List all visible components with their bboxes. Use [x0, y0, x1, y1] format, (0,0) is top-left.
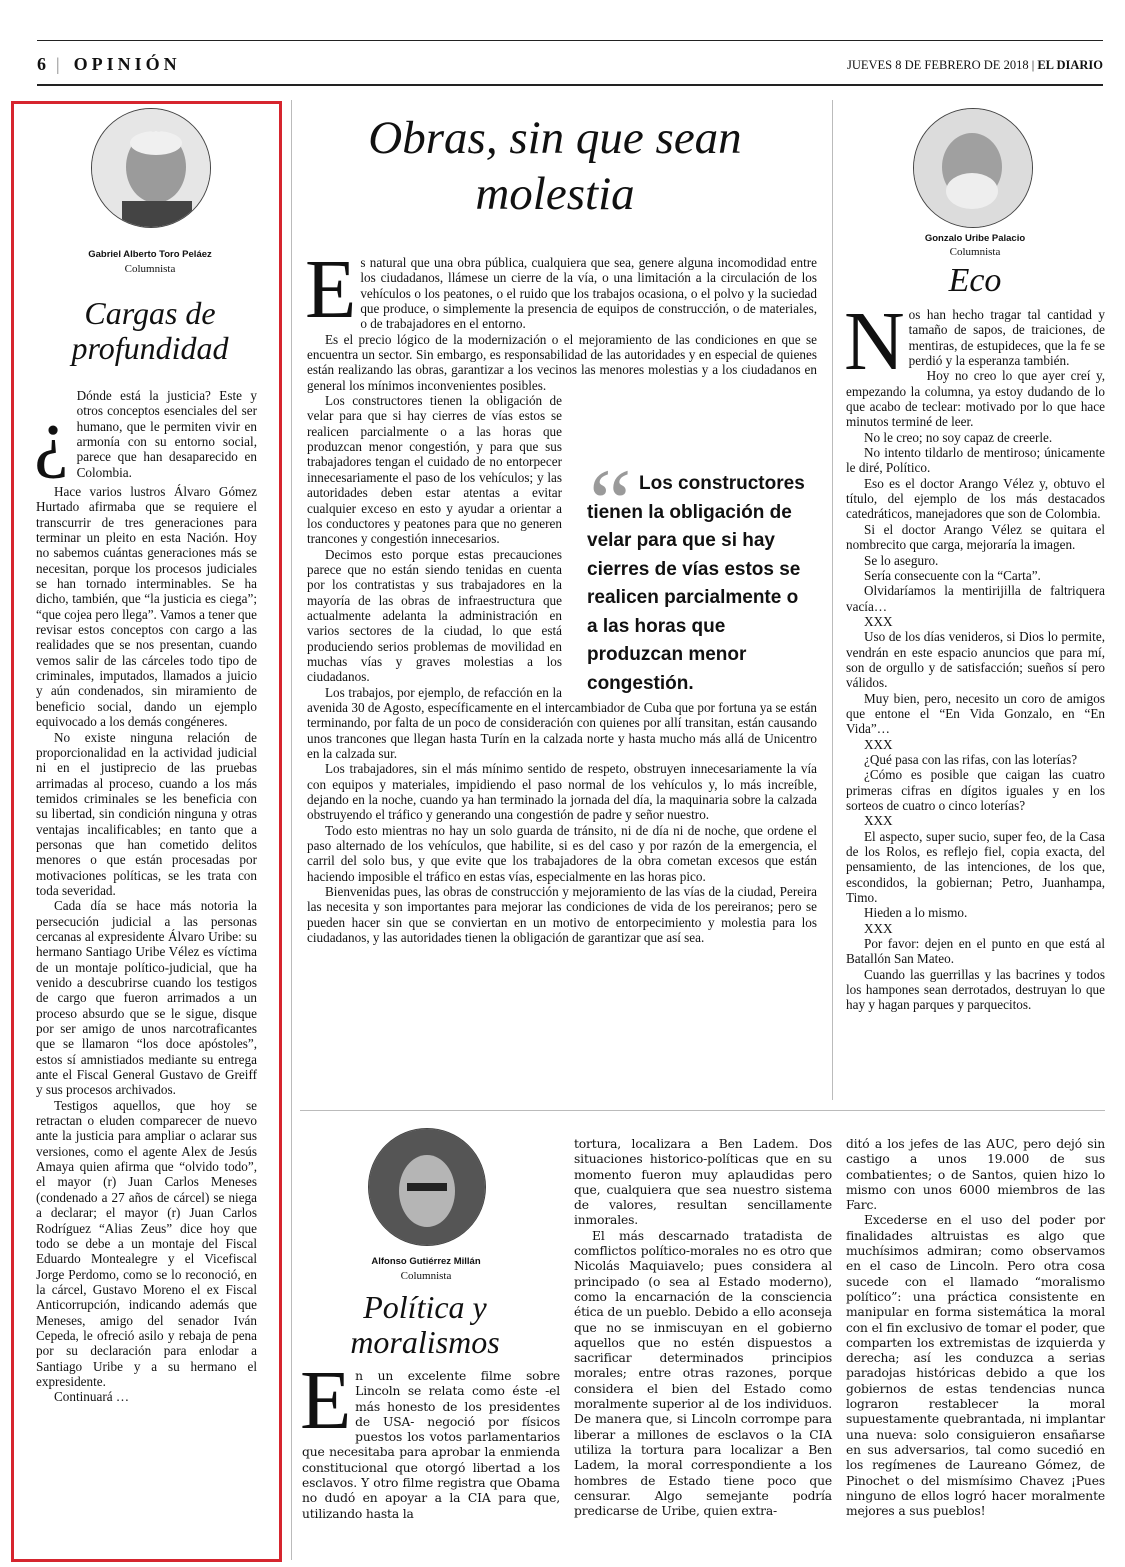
paragraph: Los trabajadores, sin el más mínimo sentido de respeto, obstruyen innecesariamente la vía con equipos y materiales, impidiendo el paso normal de los vehículos y, lo más increíble, dejando en la noche, cuando ya han terminado la jornada del día, la maquinaria sobre la calzada obstruyendo el tráfico y generando una congestión de padre y señor nuestro. [307, 761, 817, 823]
paragraph: tortura, localizara a Ben Ladem. Dos situaciones historico-políticas que en su momento fueron muy aplaudidas pero que, cualquiera que sea nuestro sistema de valores, resultan sencillamente inmorales. [574, 1137, 832, 1228]
right-column-body [844, 295, 1105, 1013]
header-separator: | [56, 54, 64, 74]
author-photo-uribe [913, 108, 1033, 228]
paragraph: No intento tildarlo de mentiroso; únicamente le diré, Político. [846, 445, 1105, 476]
editorial-title: Obras, sin que sean molestia [368, 112, 742, 220]
paragraph: Se lo aseguro. [864, 552, 939, 568]
paragraph: Testigos aquellos, que hoy se retractan o eluden comparecer de nuevo ante la justicia para ampliar o aclarar sus versiones, como el agente Alex de Jesús Amaya quien afirma que “olvido todo”, el mayor (r) Juan Carlos Meneses (condenado a 27 años de cárcel) se niega a declarar; el mayor (r) Juan Carlos Rodríguez “Alias Zeus” dice hoy que todo se debe a un montaje del Fiscal Eduardo Montealegre y el Vicefiscal Jorge Perdomo, como se lo reconoció, en la cárcel, Gustavo Moreno el ex Fiscal Anticorrupción, indicando además que Meneses, amigo del senador Iván Cepeda, le ofreció asilo y rebaja de pena por su declaración para enlodar a Santiago Uribe y a su hermano el expresidente. [36, 1097, 257, 1389]
bottom-divider [300, 1110, 1105, 1111]
column-divider [291, 100, 292, 1560]
paragraph: Excederse en el uso del poder por finalidades altruistas es algo que muchísimos admiran; como observamos en el caso de Lincoln. Pero otra cosa sucede con el llamado “moralismo político”: una práctica consistente en manipular en forma sistemática la moral con el fin exclusivo de tomar el poder, que comparten los extremistas de izquierda y derecha; así les conduzca a serias paradojas históricas debido a que los gobiernos de estas tendencias nunca lograron restablecer la moral supuestamente quebrantada, ni implantar una nueva: solo consiguieron ensañarse en sus adversarios, tal como sucedió en los regímenes de Laureano Gómez, de Pinochet o del mismísimo Chavez ¡Pues ninguno de ellos logró hacer moralmente mejores a sus pueblos! [846, 1213, 1105, 1519]
paragraph: s natural que una obra pública, cualquiera que sea, genere alguna incomodidad entre los ciudadanos, llámese un cierre de la vía, o una limitación a la circulación de los vehículos o los peatones, o el ruido que los trabajos ocasiona, o el polvo y la suciedad que produce, o simplemente la presencia de equipos de construcción, o de materiales, o de trabajadores en el entorno. [360, 255, 817, 332]
paragraph: Hieden a lo mismo. [864, 905, 968, 921]
paragraph: Eso es el doctor Arango Vélez y, obtuvo el título, del ejemplo de los más destacados catedráticos, manejadores que son de Colombia. [846, 475, 1105, 522]
section-name: OPINIÓN [73, 54, 181, 74]
paragraph: Por favor: dejen en el punto en que está al Batallón San Mateo. [846, 936, 1105, 967]
pull-quote: Los constructores tienen la obligación de velar para que si hay cierres de vías estos se realicen parcialmente o a las horas que produzcan menor congestión. [587, 473, 805, 694]
paragraph: Cada día se hace más notoria la persecución judicial a las personas cercanas al expresidente Álvaro Uribe: su hermano Santiago Uribe Vélez es víctima de un montaje político-judicial, que ha venido a descubrirse cuando los testigos de cargo que fueron arrimados a un proceso absurdo que se le sigue, disque por ser amigo de unos narcotraficantes que se llamaron “los doce apóstoles”, estos sí amnistiados mediante su entrega ante el Fiscal General Gustavo de Greiff y sus procesos archivados. [36, 898, 257, 1098]
paragraph: Es el precio lógico de la modernización o el mejoramiento de las condiciones en que se encuentra un sector. Sin embargo, es responsabilidad de las autoridades y en especial de quienes están realizando las obras, garantizar a los vecinos las menores molestias y a los ciudadanos en general los mínimos inconvenientes posibles. [307, 331, 817, 393]
left-column-body [36, 388, 257, 1405]
drop-cap: E [305, 243, 357, 336]
top-rule [37, 40, 1103, 41]
paragraph: Muy bien, pero, necesito un coro de amigos que entone el “En Vida Gonzalo, en “En Vida”… [846, 690, 1105, 737]
paragraph: Los trabajos, por ejemplo, de refacción en la avenida 30 de Agosto, específicamente en el intercambiador de Cuba que por fortuna ya se están terminando, por falta de un poco de consideración con quienes por allí transitan, están causando unos trancones que llegan hasta Turín en la calzada norte y hasta mucho más allá de Unicentro en la calzada sur. [307, 684, 817, 761]
author-role: Columnista [400, 1270, 452, 1282]
paragraph: os han hecho tragar tal cantidad y tamaño de sapos, de traiciones, de mentiras, de estupideces, que la fe se perdió y la esperanza también. [908, 307, 1105, 369]
paragraph: Continuará … [54, 1389, 130, 1405]
paragraph: No le creo; no soy capaz de creerle. [864, 429, 1053, 445]
issue-date: JUEVES 8 DE FEBRERO DE 2018 [846, 58, 1029, 72]
paragraph: Si el doctor Arango Vélez se quitara el nombrecito que carga, mejoraría la imagen. [846, 521, 1105, 553]
author-photo-toro [91, 108, 211, 228]
drop-cap: N [844, 295, 905, 388]
article-title: Política y moralismos [350, 1289, 500, 1360]
paragraph: Hace varios lustros Álvaro Gómez Hurtado afirmaba que se requiere el transcurrir de tres generaciones para terminar un pleito en esta Nación. Hoy no sabemos cuántas generaciones más se necesitan, porque los procesos judiciales se han tornado interminables. Se ha dicho, también, que “la justicia es ciega”; “que cojea pero llega”. Vamos a tener que revisar estos conceptos con cargo a las realidades que se nos presentan, cuando vemos salir de las cárceles todo tipo de criminales, imputados, llamados a juicio y aún condenados, sin miramiento de beneficio social, dando un ejemplo equivocado a los demás congéneres. [36, 484, 257, 730]
paragraph: Hoy no creo lo que ayer creí y, empezando la columna, ya estoy dudando de lo que acabo de teclear: motivado por lo que hace minutos terminé de leer. [846, 368, 1105, 430]
drop-cap: ¿ [34, 392, 69, 479]
column-title: Cargas de profundidad [71, 295, 229, 366]
page-number: 6 [37, 54, 46, 74]
drop-cap: E [300, 1354, 352, 1447]
paragraph: Olvidaríamos la mentirijilla de faltriquera vacía… [846, 583, 1105, 614]
date-line: JUEVES 8 DE FEBRERO DE 2018 | EL DIARIO [846, 58, 1103, 72]
bottom-col-3 [846, 1137, 1105, 1519]
column-divider [832, 100, 833, 1100]
paragraph: Los constructores tienen la obligación de velar para que si hay cierres de vías estos se realicen parcialmente o a las horas que produzcan menor congestión, y para que sus trabajadores tengan el cuidado de no entorpecer innecesariamente el paso de los vehículos; y las autoridades deben estar atentas a evitar cualquier exceso en esto y ayudar a orientar a los conductores y peatones para que no generen trancones y congestión innecesarios. [307, 393, 562, 547]
paragraph: Sería consecuente con la “Carta”. [864, 567, 1041, 583]
paragraph: Cuando las guerrillas y las bacrines y todos los hampones sean derrotados, destruyan lo que hay y hagan parques y parquecitos. [846, 966, 1105, 1013]
paragraph: n un excelente filme sobre Lincoln se relata como éste -el más honesto de los presidentes de USA- negoció por físicos puestos los votos parlamentarios que necesitaba para aprobar la enmienda constitucional que otorgó libertad a los esclavos. Y otro filme registra que Obama no dudó en apoyar a la CIA para que, utilizando hasta la [302, 1369, 560, 1521]
header-rule [37, 84, 1103, 86]
paragraph: ditó a los jefes de las AUC, pero dejó sin castigo a unos 19.000 de sus combatientes; o de Santos, quien hizo lo mismo con unos 6000 miembros de las Farc. [846, 1137, 1105, 1213]
paragraph: El aspecto, super sucio, super feo, de la Casa de los Rolos, es reflejo fiel, copia exacta, del pensamiento, de las intenciones, de los que, escondidos, la gobiernan; Petro, Juanhampa, Timo. [846, 828, 1105, 906]
separator: XXX [864, 920, 893, 936]
separator: XXX [864, 613, 893, 629]
bottom-col-1 [300, 1354, 560, 1522]
bottom-col-2 [574, 1137, 832, 1519]
column-title: Eco [948, 262, 1002, 299]
paragraph: Uso de los días venideros, si Dios lo permite, vendrán en este espacio anuncios que para mí, son de orgullo y de satisfacción; sueños sí pero válidos. [846, 629, 1105, 691]
paragraph: No existe ninguna relación de proporcionalidad en la actividad judicial ni en el justiprecio de las pruebas arrimadas al proceso, cuando a los más temidos criminales se les beneficia con su libertad, sin condición ninguna y otras ventajas incalificables; en tanto que a personas que han cometido delitos menores o que están procesadas por motivaciones políticas, se les trata con toda severidad. [36, 729, 257, 898]
separator: XXX [864, 813, 893, 829]
author-photo-gutierrez [368, 1128, 486, 1246]
separator: XXX [864, 736, 893, 752]
author-name: Alfonso Gutiérrez Millán [371, 1256, 481, 1267]
paragraph: Todo esto mientras no hay un solo guarda de tránsito, ni de día ni de noche, que ordene el paso alternado de los vehículos, que habilite, si es del caso y por razón de la emergencia, el carril del solo bus, y que evite que los trabajadores de la obra cometan excesos que están haciendo imposible el tráfico en estas vías, especialmente en las horas pico. [307, 822, 817, 884]
newspaper-name: EL DIARIO [1037, 58, 1103, 72]
section-header [37, 54, 181, 75]
author-name: Gonzalo Uribe Palacio [924, 233, 1026, 244]
author-role: Columnista [949, 246, 1001, 258]
paragraph: Decimos esto porque estas precauciones parece que no están siendo tenidas en cuenta por los contratistas y sus trabajadores en la mayoría de las obras de infraestructura que actualmente adelanta la administración en varios sectores de la ciudad, lo que está produciendo serios problemas de movilidad en muchas vías y graves molestias a los ciudadanos. [307, 546, 562, 685]
paragraph: Bienvenidas pues, las obras de construcción y mejoramiento de las vías de la ciudad, Pereira las necesita y son importantes para mejorar las condiciones de vida de los pereiranos; pero se pueden hacer sin que se conviertan en un motivo de entorpecimiento y molestia para los ciudadanos, y las autoridades tienen la obligación de garantizar que así sea. [307, 884, 817, 946]
author-role: Columnista [124, 263, 176, 275]
quote-mark-icon: “ [589, 449, 632, 556]
paragraph: ¿Cómo es posible que caigan las cuatro primeras cifras en dígitos iguales y en los sorteos de cuatro o cinco loterías? [846, 767, 1105, 813]
paragraph: El más descarnado tratadista de comflictos político-morales no es otro que Nicolás Maquiavelo; pues considera al principado (o sea al Estado moderno), como la encarnación de la consciencia ética de un pueblo. Debido a ello aconseja que no se inmiscuyan en el gobierno aquellos que no estén dispuestos a sacrificar determinados principios morales; entre otras razones, porque considera el bien del Estado como moralmente superior al de los individuos. De manera que, si Lincoln corrompe para liberar a millones de esclavos o la CIA utiliza la tortura para localizar a Ben Ladem, la moral correspondiente a los hombres de Estado tiene poco que censurar. Algo semejante podría predicarse de Uribe, quien extra- [574, 1228, 832, 1519]
author-name: Gabriel Alberto Toro Peláez [88, 249, 212, 260]
intro-paragraph: Dónde está la justicia? Este y otros conceptos esenciales del ser humano, que le permiten vivir en armonía con su entorno social, parece que han desaparecido en Colombia. [76, 388, 257, 480]
paragraph: ¿Qué pasa con las rifas, con las loterías? [864, 751, 1078, 767]
